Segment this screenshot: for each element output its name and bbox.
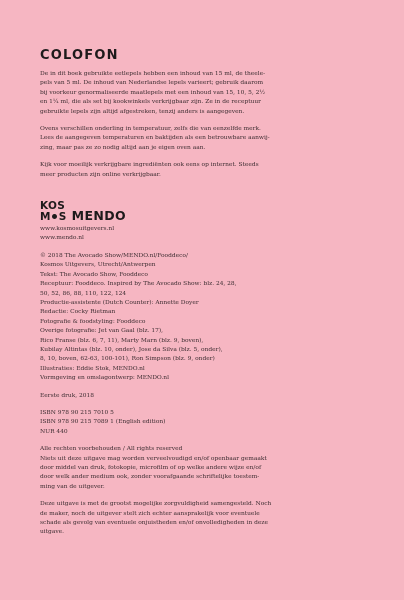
credits-line: Receptuur: Fooddeco. Inspired by The Avocado Show: blz. 24, 28,	[40, 281, 237, 288]
kosmos-logo	[40, 200, 67, 222]
mendo-logo: MENDO	[71, 208, 127, 224]
credits-line: Kubilay Altintas (blz. 10, onder), Jose da Silva (blz. 5, onder),	[40, 346, 223, 353]
isbn-block	[40, 409, 364, 437]
kosmos-logo-dot-icon	[52, 214, 57, 219]
credits-line: Overige fotografie: Jet van Gaal (blz. 17),	[40, 328, 164, 335]
credits-line: Redactie: Cocky Rietman	[40, 309, 116, 316]
kosmos-url[interactable]: www.kosmosuitgevers.nl	[40, 226, 115, 233]
isbn-line: ISBN 978 90 215 7089 1 (English edition)	[40, 419, 166, 426]
colofon-paragraph-spoons: De in dit boek gebruikte eetlepels hebben een inhoud van 15 ml, de theele- pels van 5 ml. De inhoud van Nederlandse lepels varieert; gebruik daarom bij voorkeur genormaliseerde maatlepels met een inhoud van 15, 10, 5, 2½ en 1¼ ml, die als set bij kookwinkels verkrijgbaar zijn. Ze in de receptuur gebruikte lepels zijn altijd afgestreken, tenzij anders is aangegeven.	[40, 71, 266, 115]
rights-line: ming van de uitgever.	[40, 483, 105, 490]
credits-line: Illustraties: Eddie Stok, MENDO.nl	[40, 365, 145, 372]
edition-block	[40, 392, 364, 401]
colofon-paragraph-ovens: Ovens verschillen onderling in temperatuur, zelfs die van eenzelfde merk. Lees de aangegeven temperaturen en baktijden als een betrouwbare aanwij- zing, maar pas ze zo nodig altijd aan je eigen oven aan.	[40, 126, 270, 151]
kosmos-logo-top: KOS	[40, 199, 66, 212]
kosmos-logo-bottom-right: S	[58, 210, 67, 223]
rights-line: Niets uit deze uitgave mag worden verveelvoudigd en/of openbaar gemaakt	[40, 455, 267, 462]
credits-line: 8, 10, boven, 62-63, 100-101), Ron Simpson (blz. 9, onder)	[40, 356, 215, 363]
disclaimer-block	[40, 500, 364, 538]
rights-line: door welk ander medium ook, zonder voorafgaande schriftelijke toestem-	[40, 474, 260, 481]
credits-line: © 2018 The Avocado Show/MENDO.nl/Fooddeco/	[40, 252, 188, 259]
disclaimer-line: schade als gevolg van eventuele onjuistheden en/of onvolledigheden in deze	[40, 520, 268, 527]
rights-line: Alle rechten voorbehouden / All rights reserved	[40, 446, 183, 453]
disclaimer-line: uitgave.	[40, 529, 65, 536]
credits-line: 50, 52, 86, 88, 110, 122, 124	[40, 290, 127, 297]
rights-line: door middel van druk, fotokopie, microfilm of op welke andere wijze en/of	[40, 465, 262, 471]
credits-line: Kosmos Uitgevers, Utrecht/Antwerpen	[40, 262, 156, 269]
kosmos-logo-bottom-left: M	[40, 210, 51, 223]
publisher-logos	[40, 200, 364, 222]
credits-line: Productie-assistente (Dutch Counter): Annette Doyer	[40, 299, 199, 306]
credits-block	[40, 252, 364, 384]
credits-line: Fotografie & foodstyling: Fooddeco	[40, 318, 146, 325]
isbn-line: ISBN 978 90 215 7010 5	[40, 409, 114, 416]
disclaimer-line: Deze uitgave is met de grootst mogelijke zorgvuldigheid samengesteld. Noch	[40, 501, 272, 508]
credits-line: Vormgeving en omslagontwerp: MENDO.nl	[40, 375, 169, 382]
mendo-url[interactable]: www.mendo.nl	[40, 235, 84, 242]
colofon-paragraph-ingredients: Kijk voor moeilijk verkrijgbare ingrediënten ook eens op internet. Steeds meer producten zijn online verkrijgbaar.	[40, 162, 259, 178]
credits-line: Rico Franse (blz. 6, 7, 11), Marty Marn (blz. 9, boven),	[40, 337, 204, 344]
rights-block	[40, 445, 364, 492]
edition-line: Eerste druk, 2018	[40, 392, 95, 399]
credits-line: Tekst: The Avocado Show, Fooddeco	[40, 271, 148, 278]
nur-line: NUR 440	[40, 428, 68, 435]
disclaimer-line: de maker, noch de uitgever stelt zich echter aansprakelijk voor eventuele	[40, 510, 260, 517]
publisher-urls	[40, 225, 364, 244]
colofon-title: COLOFON	[40, 48, 119, 63]
